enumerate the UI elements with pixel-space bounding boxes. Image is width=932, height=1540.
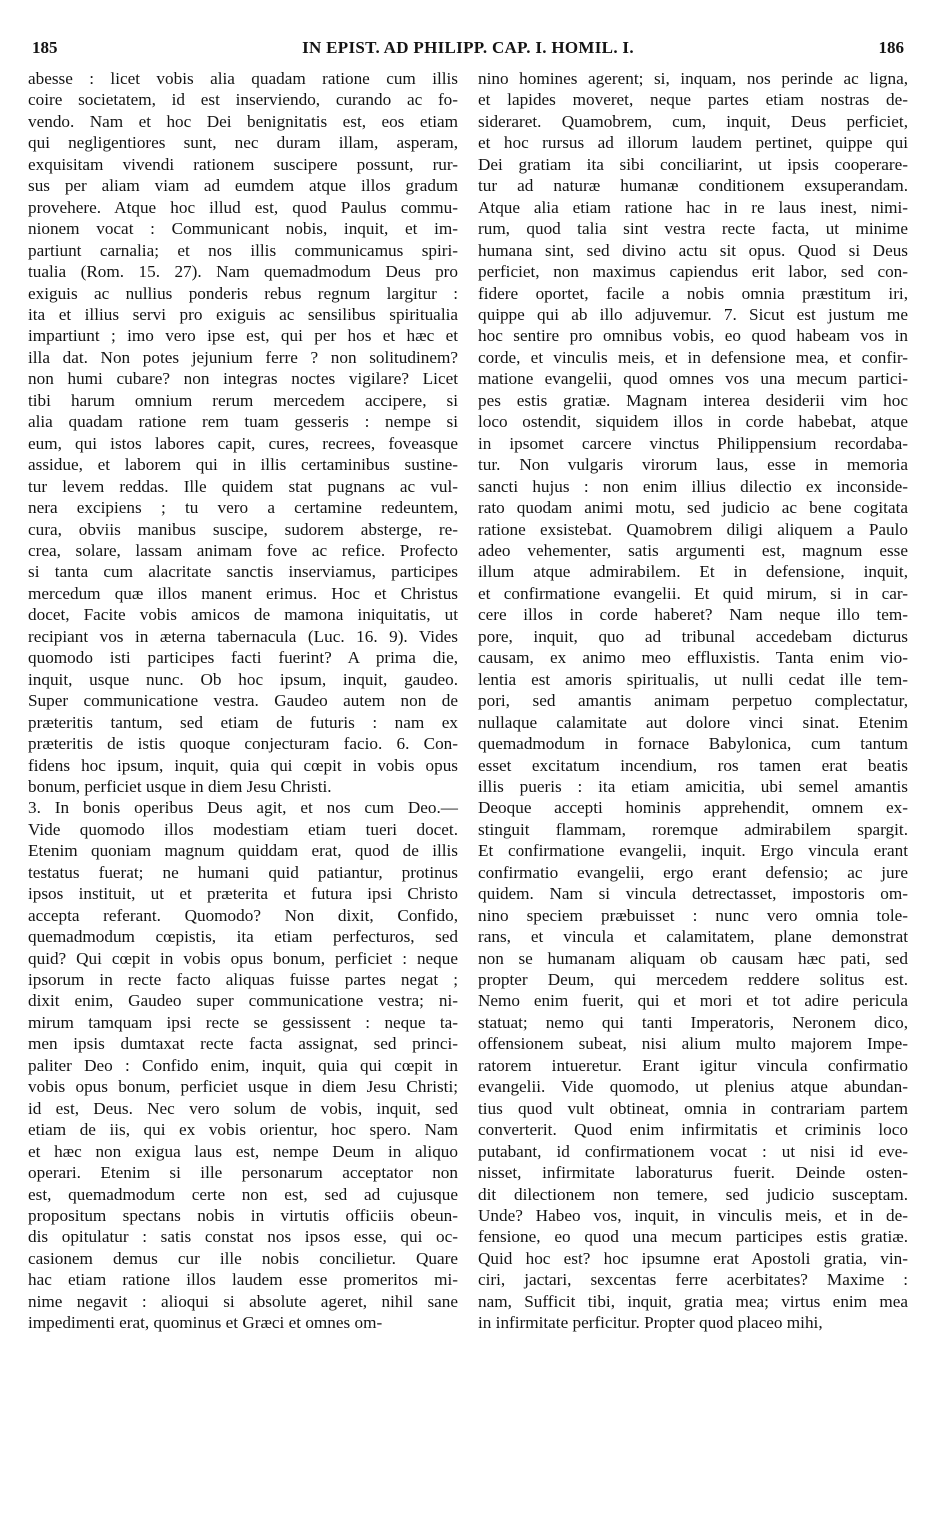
text-line: hoc sentire pro omnibus vobis, eo quod habeam vos in: [478, 326, 908, 346]
text-line: ita et illius servi pro exiguis ac sensilibus spiritualia: [28, 304, 458, 324]
text-line: tualia (Rom. 15. 27). Nam quemadmodum Deus pro: [28, 262, 458, 282]
text-line: rato quodam animi motu, sed judicio ac bene cogitata: [478, 498, 908, 518]
text-line: exquisitam vivendi rationem suscipere possunt, rur-: [28, 154, 458, 174]
text-line: vendo. Nam et hoc Dei benignitatis est, eos etiam: [28, 111, 458, 131]
text-line: est, quemadmodum certe non est, sed ad cujusque: [28, 1184, 458, 1204]
text-line: ratione exsistebat. Quamobrem diligi aliquem a Paulo: [478, 519, 908, 539]
text-line: et lapides moveret, neque partes etiam nostras de-: [478, 90, 908, 110]
text-line: qui negligentiores sunt, nec duram illam, asperam,: [28, 133, 458, 153]
text-line: id est, Deus. Nec vero solum de vobis, inquit, sed: [28, 1098, 458, 1118]
text-line: nino homines agerent; si, inquam, nos perinde ac ligna,: [478, 69, 908, 88]
text-line: offensionem subeat, nisi alium multo majorem Impe-: [478, 1034, 908, 1054]
text-line: bonum, perficiet usque in diem Jesu Christi.: [28, 776, 332, 796]
text-line: ipsorum in recte facto aliquas fuisse partes negat ;: [28, 970, 458, 990]
text-line: fensione, eo quod una mecum participes estis gratiæ.: [478, 1227, 908, 1247]
text-line: Nemo enim fuerit, qui et mori et tot adire pericula: [478, 991, 908, 1011]
text-line: ciri, jactari, sexcentas ferre acerbitates? Maxime :: [478, 1270, 908, 1290]
text-line: statuat; nemo qui tanti Imperatoris, Neronem dico,: [478, 1012, 908, 1032]
text-line: Atque alia etiam ratione hac in re laus inest, nimi-: [478, 197, 908, 217]
text-line: stinguit flammam, roremque admirabilem spargit.: [478, 819, 908, 839]
text-line: evangelii. Vide quomodo, ut plenius atque abundan-: [478, 1077, 908, 1097]
text-line: Quid hoc est? hoc ipsumne erat Apostoli gratia, vin-: [478, 1248, 908, 1268]
text-line: quid? Qui cœpit in vobis opus bonum, perficiet : neque: [28, 948, 458, 968]
page-number-right: 186: [878, 38, 904, 57]
text-line: fidens hoc ipsum, inquit, quia qui cœpit in vobis opus: [28, 755, 458, 775]
text-line: loco ostendit, siquidem illos in corde habebat, atque: [478, 412, 908, 432]
text-line: nisset, infirmitate laboraturus fuerit. Deinde osten-: [478, 1163, 908, 1183]
text-line: crea, solare, lassam animam fove ac refice. Profecto: [28, 540, 458, 560]
text-line: exiguis ac nullius ponderis rebus regnum largitur :: [28, 283, 458, 303]
text-line: rum, quod talia sint vestra recte facta, ut minime: [478, 219, 908, 239]
text-line: sus per aliam viam ad eumdem atque illos gradum: [28, 176, 458, 196]
text-line: assidue, et laborem qui in illis certaminibus sustine-: [28, 455, 458, 475]
text-line: casionem demus cur ille nobis concilietur. Quare: [28, 1248, 458, 1268]
running-title: IN EPIST. AD PHILIPP. CAP. I. HOMIL. I.: [302, 38, 634, 57]
text-line: docet, Facite vobis amicos de mamona iniquitatis, ut: [28, 605, 458, 625]
text-line: accepta referant. Quomodo? Non dixit, Confido,: [28, 905, 458, 925]
text-line: humana sint, sed divino actu sit opus. Quod si Deus: [478, 240, 908, 260]
text-line: lentia est amoris spiritualis, ut nulli cedat ille tem-: [478, 669, 908, 689]
text-line: et confirmatione evangelii. Et quid mirum, si in car-: [478, 583, 908, 603]
text-line: converterit. Quod enim infirmitatis et criminis loco: [478, 1120, 908, 1140]
text-line: sideraret. Quamobrem, cum, inquit, Deus perficiet,: [478, 111, 908, 131]
text-line: Vide quomodo illos modestiam etiam tueri docet.: [28, 819, 458, 839]
text-line: illis pueris : ita etiam amicitia, ubi semel amantis: [478, 776, 908, 796]
text-line: propositum spectans nobis in virtutis officiis obeun-: [28, 1206, 458, 1226]
text-line: tur. Non vulgaris virorum laus, esse in memoria: [478, 455, 908, 475]
text-line: quemadmodum cœpistis, ita etiam perfecturos, sed: [28, 927, 458, 947]
text-line: mirum tamquam ipsi recte se gessissent : neque ta-: [28, 1012, 458, 1032]
text-line: nullaque calamitate aut dolore vinci sinat. Etenim: [478, 712, 908, 732]
text-line: adeo vehementer, satis argumenti est, magnum esse: [478, 540, 908, 560]
text-line: propter Deum, qui mercedem reddere solitus est.: [478, 970, 908, 990]
text-line: Et confirmatione evangelii, inquit. Ergo vincula erant: [478, 841, 908, 861]
text-line: ipsos instituit, ut et præterita et futura ipsi Christo: [28, 884, 458, 904]
text-line: esset excitatum incendium, ros tamen erat beatis: [478, 755, 908, 775]
text-line: abesse : licet vobis alia quadam ratione cum illis: [28, 69, 458, 88]
text-line: provehere. Atque hoc illud est, quod Paulus commu-: [28, 197, 458, 217]
text-line: si tanta cum alacritate sanctis inserviamus, participes: [28, 562, 458, 582]
text-line: nera excipiens ; tu vero a certamine redeuntem,: [28, 498, 458, 518]
text-line: nino speciem præbuisset : nunc vero omnia tole-: [478, 905, 908, 925]
text-line: testatus fuerat; ne humani quid patiantur, protinus: [28, 862, 458, 882]
text-line: in ipsomet carcere vinctus Philippensium recordaba-: [478, 433, 908, 453]
running-header: [32, 38, 904, 58]
text-line: non humi cubare? non integras noctes vigilare? Licet: [28, 369, 458, 389]
text-line: Super communicatione vestra. Gaudeo autem non de: [28, 691, 458, 711]
text-line: illa dat. Non potes jejunium ferre ? non solitudinem?: [28, 347, 458, 367]
text-line: in infirmitate perficitur. Propter quod placeo mihi,: [478, 1313, 823, 1333]
text-line: inquit, usque nunc. Ob hoc ipsum, inquit, gaudeo.: [28, 669, 458, 689]
text-line: ratorem intueretur. Erant igitur vincula confirmatio: [478, 1055, 908, 1075]
text-line: impedimenti erat, quominus et Græci et omnes om-: [28, 1313, 383, 1333]
text-line: eum, qui istos labores capit, cures, recrees, foveasque: [28, 433, 458, 453]
text-line: Unde? Habeo vos, inquit, in vinculis meis, et in de-: [478, 1206, 908, 1226]
text-line: sancti hujus : non enim illius dilectio ex inconside-: [478, 476, 908, 496]
text-line: nionem vocat : Communicant nobis, inquit, et im-: [28, 219, 458, 239]
text-line: nam, Sufficit tibi, inquit, gratia mea; virtus enim mea: [478, 1291, 908, 1311]
text-line: vobis opus bonum, perficiet usque in diem Jesu Christi;: [28, 1077, 458, 1097]
text-line: pore, inquit, quo ad tribunal accedebam dicturus: [478, 626, 908, 646]
text-line: præteritis de istis quoque conjecturam facio. 6. Con-: [28, 734, 458, 754]
text-line: partiunt carnalia; et nos illis communicamus spiri-: [28, 240, 458, 260]
text-line: non se humanam aliquam ob causam hæc pati, sed: [478, 948, 908, 968]
text-line: pes estis gratiæ. Magnam interea desiderii vim hoc: [478, 390, 908, 410]
text-line: Dei gratiam ita sibi conciliarint, ut ipsis cooperare-: [478, 154, 908, 174]
text-line: rans, et vincula et calamitatem, plane demonstrat: [478, 927, 908, 947]
text-line: nime negavit : alioqui si absolute ageret, nihil sane: [28, 1291, 458, 1311]
left-text-column: [28, 68, 458, 1334]
text-line: operari. Etenim si ille personarum acceptator non: [28, 1163, 458, 1183]
text-line: paliter Deo : Confido enim, inquit, quia qui cœpit in: [28, 1055, 458, 1075]
text-line: etiam de iis, qui ex vobis orientur, hoc spero. Nam: [28, 1120, 458, 1140]
text-line: Deoque accepti hominis apprehendit, omnem ex-: [478, 798, 908, 818]
text-line: confirmatio evangelii, ergo erant defensio; ac jure: [478, 862, 908, 882]
text-line: et hæc non exigua laus est, nempe Deum in aliquo: [28, 1141, 458, 1161]
text-line: 3. In bonis operibus Deus agit, et nos cum Deo.—: [28, 798, 458, 818]
text-line: men ipsis dumtaxat recte facta assignat, sed princi-: [28, 1034, 458, 1054]
text-line: dis opitulatur : satis constat nos ipsos esse, qui oc-: [28, 1227, 458, 1247]
text-line: quidem. Nam si vincula detrectasset, impostoris om-: [478, 884, 908, 904]
text-line: impartiunt ; imo vero ipse est, qui per hos et hæc et: [28, 326, 458, 346]
text-line: tur ad naturæ humanæ conditionem exsuperandam.: [478, 176, 908, 196]
text-line: tur levem reddas. Ille quidem stat pugnans ac vul-: [28, 476, 458, 496]
text-line: quemadmodum in fornace Babylonica, cum tantum: [478, 734, 908, 754]
text-line: tius quod vult obtineat, omnia in contrariam partem: [478, 1098, 908, 1118]
text-line: corde, et vinculis meis, et in defensione mea, et confir-: [478, 347, 908, 367]
text-line: cere illos in corde haberet? Nam neque illo tem-: [478, 605, 908, 625]
text-line: putabant, id confirmationem vocat : ut nisi id eve-: [478, 1141, 908, 1161]
text-line: præteritis tantum, sed etiam de futuris : nam ex: [28, 712, 458, 732]
text-line: Etenim quoniam magnum quiddam erat, quod de illis: [28, 841, 458, 861]
text-line: dixit enim, Gaudeo super communicatione vestra; ni-: [28, 991, 458, 1011]
text-line: mercedum quæ illos manent erimus. Hoc et Christus: [28, 583, 458, 603]
text-line: et hoc rursus ad illorum laudem pertinet, quippe qui: [478, 133, 908, 153]
text-line: matione evangelii, quod omnes vos una mecum partici-: [478, 369, 908, 389]
text-line: quomodo isti participes facti fuerint? A prima die,: [28, 648, 458, 668]
text-line: fidere oportet, facile a nobis omnia præstitum iri,: [478, 283, 908, 303]
text-line: tibi harum omnium rerum mercedem accipere, si: [28, 390, 458, 410]
right-text-column: [478, 68, 908, 1334]
text-line: recipiant vos in æterna tabernacula (Luc. 16. 9). Vides: [28, 626, 458, 646]
text-line: dit dilectionem non temere, sed judicio susceptam.: [478, 1184, 908, 1204]
text-line: cura, obviis manibus suscipe, sudorem absterge, re-: [28, 519, 458, 539]
text-line: perficiet, non maximus capiendus erit labor, sed con-: [478, 262, 908, 282]
text-line: illum atque admirabilem. Et in defensione, inquit,: [478, 562, 908, 582]
text-line: quippe qui ab illo adjuvemur. 7. Sicut est justum me: [478, 304, 908, 324]
text-line: coire societatem, id est inserviendo, curando ac fo-: [28, 90, 458, 110]
text-line: hac etiam ratione illos laudem esse promeritos mi-: [28, 1270, 458, 1290]
text-line: causam, ex animo meo effluxistis. Tanta enim vio-: [478, 648, 908, 668]
page-number-left: 185: [32, 38, 58, 57]
text-line: pori, sed amantis animam perpetuo complectatur,: [478, 691, 908, 711]
text-line: alia quadam ratione rem tuam gesseris : nempe si: [28, 412, 458, 432]
